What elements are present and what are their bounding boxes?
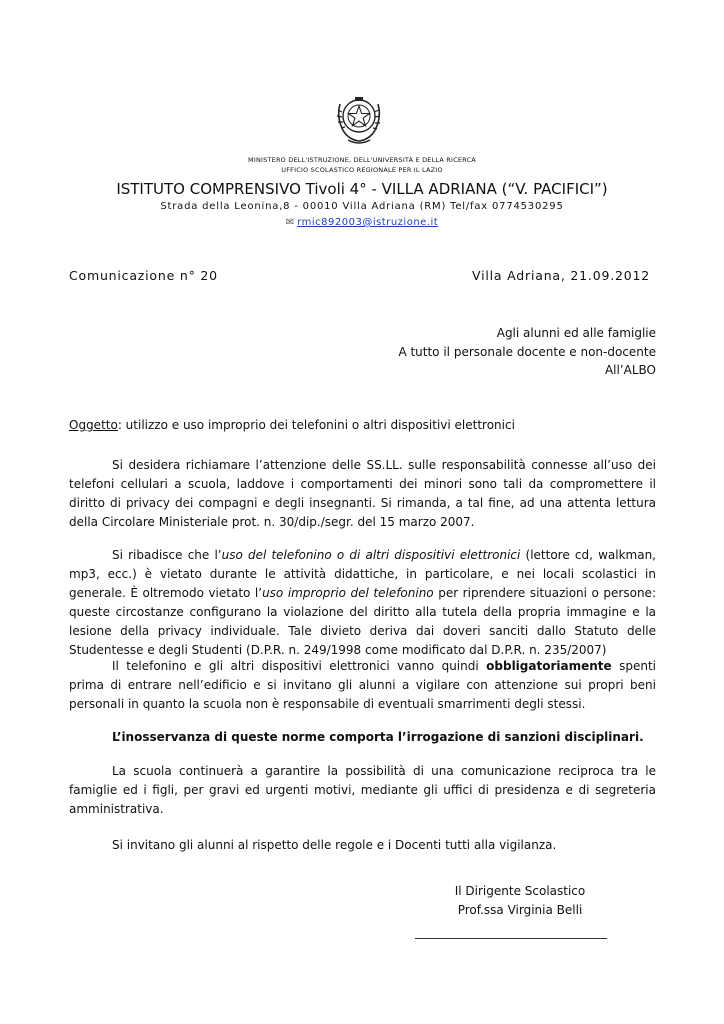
paragraph-3 [69, 657, 656, 714]
paragraph-2-italic: uso improprio del telefonino [262, 586, 434, 600]
paragraph-1: Si desidera richiamare l’attenzione delle SS.LL. sulle responsabilità connesse all’uso dei telefoni cellulari a scuola, laddove i comportamenti dei minori sono tali da compromettere il diritto di privacy dei compagni e degli insegnanti. Si rimanda, a tal fine, ad una attenta lettura della Circolare Ministeriale prot. n. 30/dip./segr. del 15 marzo 2007. [69, 458, 656, 529]
email-line [0, 217, 724, 228]
paragraph-2-part: Si ribadisce che l’ [112, 548, 222, 562]
paragraph-6: Si invitano gli alunni al rispetto delle regole e i Docenti tutti alla vigilanza. [112, 838, 557, 852]
recipient-line: All’ALBO [604, 363, 656, 378]
communication-number: Comunicazione n° 20 [69, 268, 218, 283]
recipients-block [398, 324, 656, 380]
envelope-icon: ✉ [285, 217, 295, 228]
signatory-name: Prof.ssa Virginia Belli [457, 903, 583, 917]
paragraph-3-part: Il telefonino e gli altri dispositivi elettronici vanno quindi [112, 659, 487, 673]
signature-line: _______________________________ [415, 925, 608, 939]
subject-text: : utilizzo e uso improprio dei telefonini o altri dispositivi elettronici [117, 418, 515, 432]
paragraph-2-italic: uso del telefonino o di altri dispositivi elettronici [221, 548, 521, 562]
paragraph-2-part: per riprendere situazioni o persone: queste circostanze configurano la violazione del diritto alla tutela della propria immagine e la lesione della privacy individuale. Tale divieto deriva dai doveri sanciti dallo Statuto delle Studentesse e degli Studenti (D.P.R. n. 249/1998 come modificato dal D.P.R. n. 235/2007) [69, 586, 656, 657]
ministry-name: MINISTERO DELL'ISTRUZIONE, DELL'UNIVERSITÀ E DELLA RICERCA [248, 156, 476, 164]
school-address: Strada della Leonina,8 - 00010 Villa Adriana (RM) Tel/fax 0774530295 [160, 201, 564, 212]
recipient-line: Agli alunni ed alle famiglie [496, 326, 656, 340]
place-and-date: Villa Adriana, 21.09.2012 [472, 268, 650, 283]
paragraph-3-bold: obbligatoriamente [486, 659, 612, 673]
italian-republic-emblem-icon [334, 94, 384, 146]
recipient-line: A tutto il personale docente e non-docente [398, 344, 656, 359]
email-link[interactable]: rmic892003@istruzione.it [297, 217, 439, 228]
subject-line [69, 418, 515, 432]
paragraph-4-warning: L’inosservanza di queste norme comporta l’irrogazione di sanzioni disciplinari. [112, 730, 644, 744]
paragraph-5: La scuola continuerà a garantire la possibilità di una comunicazione reciproca tra le famiglie ed i figli, per gravi ed urgenti motivi, mediante gli uffici di presidenza e di segreteria amministrativa. [69, 764, 656, 816]
regional-office: UFFICIO SCOLASTICO REGIONALE PER IL LAZIO [281, 166, 443, 174]
paragraph-2-part: (lettore cd, walkman, mp3, ecc.) è vietato durante le attività didattiche, in particolare, e nei locali scolastici in generale. È oltremodo vietato l’ [69, 548, 656, 600]
school-title: ISTITUTO COMPRENSIVO Tivoli 4° - VILLA ADRIANA (“V. PACIFICI”) [116, 180, 608, 198]
paragraph-2 [69, 546, 656, 660]
signature-block [440, 882, 600, 920]
signatory-role: Il Dirigente Scolastico [454, 884, 586, 898]
paragraph-3-part: spenti prima di entrare nell’edificio e si invitano gli alunni a vigilare con attenzione sui propri beni personali in quanto la scuola non è responsabile di eventuali smarrimenti degli stessi. [69, 659, 656, 711]
subject-label: Oggetto [69, 418, 118, 432]
